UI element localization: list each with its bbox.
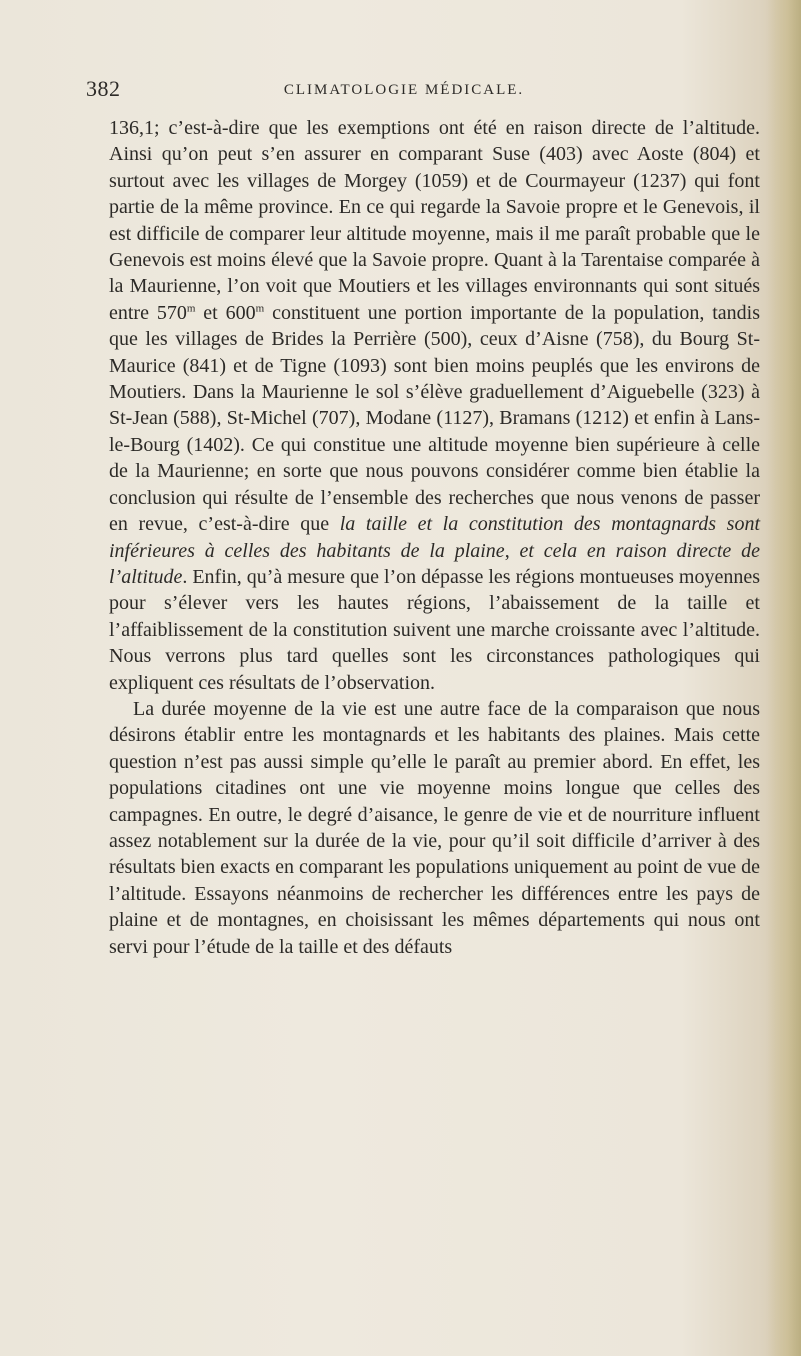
body-text	[109, 115, 760, 960]
text-run: 136,1; c’est-à-dire que les exemptions ont été en raison directe de l’altitude. Ainsi qu’on peut s’en assurer en comparant Suse (403) avec Aoste (804) et surtout avec les villages de Morgey (1059) et de Courmayeur (1237) qui font partie de la même province. En ce qui regarde la Savoie propre et le Genevois, il est difficile de comparer leur altitude moyenne, mais il me paraît probable que le Genevois est moins élevé que la Savoie propre. Quant à la Tarentaise comparée à la Maurienne, l’on voit que Moutiers et les villages environnants qui sont situés entre 570	[109, 117, 760, 324]
running-head: CLIMATOLOGIE MÉDICALE.	[283, 82, 525, 98]
paragraph-1	[109, 115, 760, 696]
text-run: et 600	[195, 301, 256, 324]
page-header	[86, 76, 722, 106]
superscript-meter: m	[186, 302, 196, 315]
text-run: constituent une portion importante de la population, tandis que les villages de Brides la Perrière (500), ceux d’Aisne (758), du Bourg St-Maurice (841) et de Tigne (1093) sont bien moins peuplés que les environs de Moutiers. Dans la Maurienne le sol s’élève graduellement d’Aiguebelle (323) à St-Jean (588), St-Michel (707), Modane (1127), Bramans (1212) et enfin à Lans-le-Bourg (1402). Ce qui constitue une altitude moyenne bien supérieure à celle de la Maurienne; en sorte que nous pouvons considérer comme bien établie la conclusion qui résulte de l’ensemble des recherches que nous venons de passer en revue, c’est-à-dire que	[109, 301, 760, 536]
text-run: . Enfin, qu’à mesure que l’on dépasse les régions montueuses moyennes pour s’élever vers les hautes régions, l’abaissement de la taille et l’affaiblissement de la constitution suivent une marche croissante avec l’altitude. Nous verrons plus tard quelles sont les circonstances pathologiques qui expliquent ces résultats de l’observation.	[109, 565, 760, 694]
text-run: ,	[504, 539, 520, 562]
text-run: La durée moyenne de la vie est une autre face de la comparaison que nous désirons établir entre les montagnards et les habitants des plaines. Mais cette question n’est pas aussi simple qu’elle le paraît au premier abord. En effet, les populations citadines ont une vie moyenne moins longue que celles des campagnes. En outre, le degré d’aisance, le genre de vie et de nourriture influent assez notablement sur la durée de la vie, pour qu’il soit difficile d’arriver à des résultats bien exacts en comparant les populations uniquement au point de vue de l’altitude. Essayons néanmoins de rechercher les différences entre les pays de plaine et de montagnes, en choisissant les mêmes départements qui nous ont servi pour l’étude de la taille et des défauts	[109, 697, 760, 958]
superscript-meter: m	[255, 302, 265, 315]
page-edge-shadow	[767, 0, 801, 1356]
italic-run: la taille et la constitution des montagnards sont inférieures à celles des habitants de la plaine	[109, 513, 761, 562]
paragraph-2	[109, 696, 760, 960]
page-number: 382	[86, 76, 121, 101]
italic-run: et cela en raison directe de l’altitude	[109, 539, 761, 588]
